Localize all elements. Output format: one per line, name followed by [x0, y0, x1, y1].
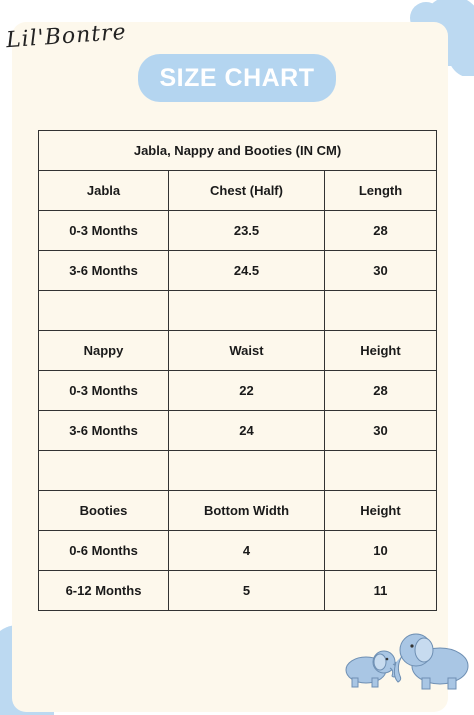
table-row — [39, 251, 437, 291]
header-cell: Height — [325, 491, 437, 531]
header-cell: Chest (Half) — [169, 171, 325, 211]
table-cell: 28 — [325, 211, 437, 251]
header-cell: Waist — [169, 331, 325, 371]
header-cell: Jabla — [39, 171, 169, 211]
size-table — [38, 130, 437, 611]
table-cell: 10 — [325, 531, 437, 571]
spacer-row — [39, 451, 437, 491]
header-cell: Bottom Width — [169, 491, 325, 531]
table-cell: 6-12 Months — [39, 571, 169, 611]
table-cell: 22 — [169, 371, 325, 411]
empty-cell — [325, 291, 437, 331]
brand-logo: Lil'Bontre — [5, 19, 128, 54]
table-cell: 4 — [169, 531, 325, 571]
table-cell: 30 — [325, 251, 437, 291]
page-title: SIZE CHART — [138, 54, 336, 102]
table-row — [39, 531, 437, 571]
mother-elephant-icon — [394, 634, 468, 689]
empty-cell — [39, 451, 169, 491]
header-cell: Booties — [39, 491, 169, 531]
table-row — [39, 571, 437, 611]
empty-cell — [39, 291, 169, 331]
baby-elephant-icon — [346, 651, 397, 687]
table-header-row — [39, 331, 437, 371]
table-caption-row — [39, 131, 437, 171]
elephant-icon — [336, 626, 472, 692]
empty-cell — [169, 451, 325, 491]
table-cell: 24 — [169, 411, 325, 451]
table-row — [39, 371, 437, 411]
spacer-row — [39, 291, 437, 331]
table-cell: 3-6 Months — [39, 251, 169, 291]
table-cell: 3-6 Months — [39, 411, 169, 451]
header-cell: Length — [325, 171, 437, 211]
table-cell: 0-3 Months — [39, 371, 169, 411]
table-cell: 24.5 — [169, 251, 325, 291]
table-row — [39, 211, 437, 251]
table-cell: 30 — [325, 411, 437, 451]
table-cell: 11 — [325, 571, 437, 611]
table-cell: 23.5 — [169, 211, 325, 251]
empty-cell — [325, 451, 437, 491]
table-cell: 5 — [169, 571, 325, 611]
table-cell: 28 — [325, 371, 437, 411]
header-cell: Nappy — [39, 331, 169, 371]
table-header-row — [39, 491, 437, 531]
table-row — [39, 411, 437, 451]
table-caption: Jabla, Nappy and Booties (IN CM) — [39, 131, 437, 171]
empty-cell — [169, 291, 325, 331]
table-header-row — [39, 171, 437, 211]
table-cell: 0-3 Months — [39, 211, 169, 251]
table-cell: 0-6 Months — [39, 531, 169, 571]
header-cell: Height — [325, 331, 437, 371]
